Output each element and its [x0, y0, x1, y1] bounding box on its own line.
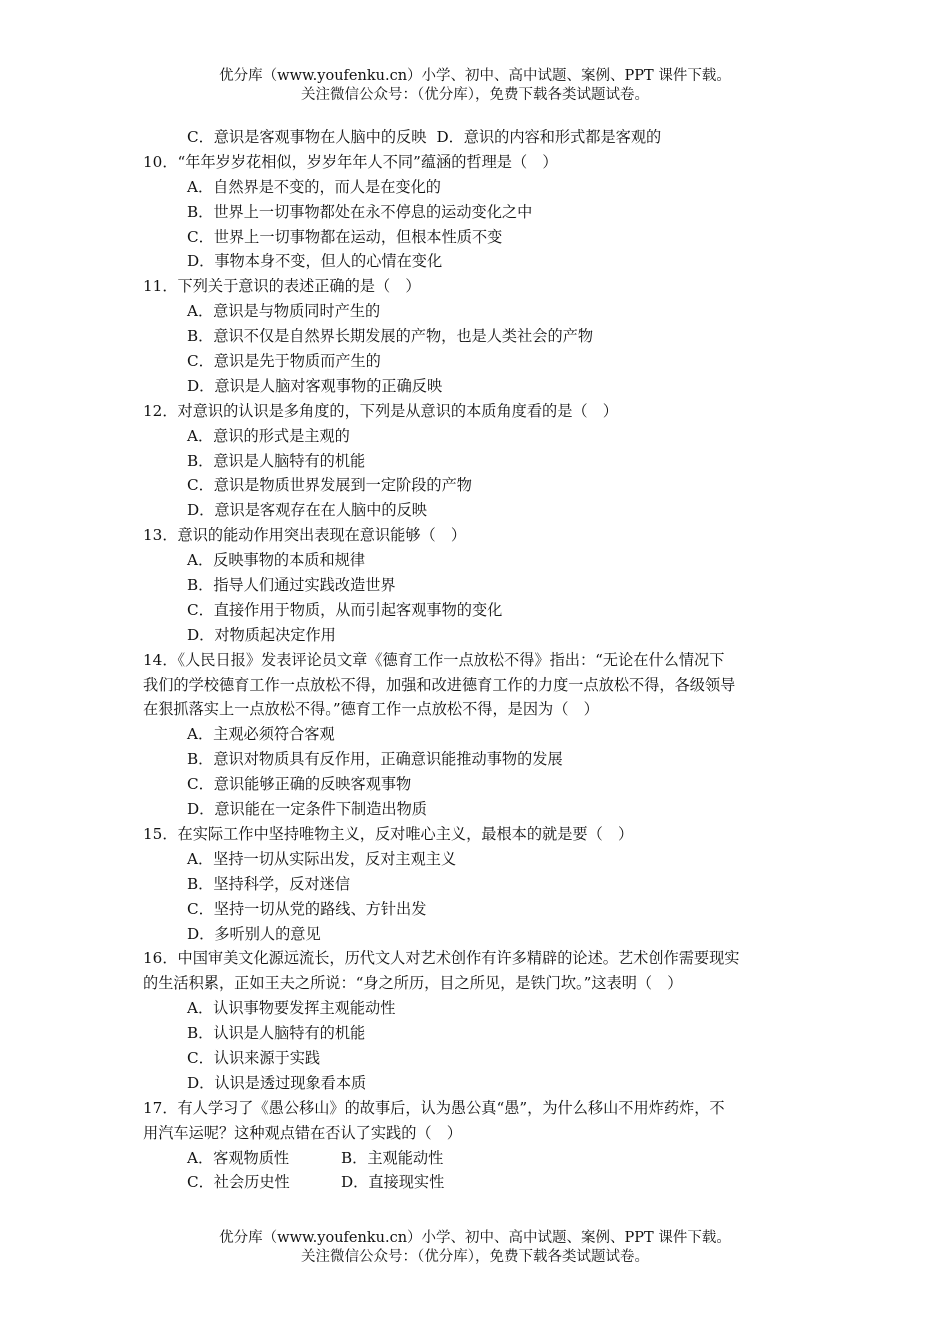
option-a: A．主观必须符合客观: [187, 725, 335, 744]
option-b: B．坚持科学，反对迷信: [187, 874, 351, 893]
option-c: C．认识来源于实践: [187, 1048, 321, 1067]
footer-line-2: 关注微信公众号：（优分库），免费下载各类试题试卷。: [301, 1249, 649, 1265]
page-footer: [0, 1229, 950, 1267]
header-line-1: 优分库（www.youfenku.cn）小学、初中、高中试题、案例、PPT 课件下载。: [219, 68, 731, 84]
option-a: A．自然界是不变的，而人是在变化的: [187, 177, 441, 196]
option-b: B．认识是人脑特有的机能: [187, 1024, 366, 1043]
question-10: [143, 150, 808, 274]
question-stem: 12．对意识的认识是多角度的，下列是从意识的本质角度看的是（ ）: [143, 401, 618, 420]
option-b: B．世界上一切事物都处在永不停息的运动变化之中: [187, 202, 533, 221]
question-stem-line-1: 14．《人民日报》发表评论员文章《德育工作一点放松不得》指出：“无论在什么情况下: [143, 650, 725, 669]
option-c: C．世界上一切事物都在运动，但根本性质不变: [187, 227, 503, 246]
question-stem: 13．意识的能动作用突出表现在意识能够（ ）: [143, 526, 467, 545]
option-a: A．客观物质性: [187, 1148, 290, 1167]
footer-line-1: 优分库（www.youfenku.cn）小学、初中、高中试题、案例、PPT 课件下载。: [219, 1230, 731, 1246]
question-stem-line-2: 用汽车运呢？这种观点错在否认了实践的（ ）: [143, 1123, 462, 1142]
question-16: [143, 946, 808, 1095]
question-stem: 10．“年年岁岁花相似，岁岁年年人不同”蕴涵的哲理是（ ）: [143, 152, 558, 171]
page-header: [0, 67, 950, 105]
option-d: D．直接现实性: [341, 1173, 445, 1192]
option-d: D．认识是透过现象看本质: [187, 1073, 367, 1092]
option-d: D．事物本身不变，但人的心情在变化: [187, 252, 443, 271]
question-stem-line-2: 我们的学校德育工作一点放松不得，加强和改进德育工作的力度一点放松不得，各级领导: [143, 675, 736, 694]
option-c: C．意识能够正确的反映客观事物: [187, 775, 412, 794]
option-a: A．意识的形式是主观的: [187, 426, 350, 445]
option-c: C．社会历史性: [187, 1173, 290, 1192]
question-17: [143, 1096, 808, 1196]
option-b: B．指导人们通过实践改造世界: [187, 576, 396, 595]
option-a: A．坚持一切从实际出发，反对主观主义: [187, 849, 457, 868]
q9-options-cd: [143, 125, 808, 150]
option-b: B．意识对物质具有反作用，正确意识能推动事物的发展: [187, 750, 563, 769]
question-15: [143, 822, 808, 946]
question-stem-line-3: 在狠抓落实上一点放松不得。”德育工作一点放松不得，是因为（ ）: [143, 700, 599, 719]
option-c: C．意识是先于物质而产生的: [187, 352, 381, 371]
option-d: D．意识是客观存在在人脑中的反映: [187, 501, 427, 520]
option-c: C．坚持一切从党的路线、方针出发: [187, 899, 427, 918]
exam-content: [143, 125, 808, 1195]
option-d: D．对物质起决定作用: [187, 625, 336, 644]
option-b: B．主观能动性: [341, 1148, 444, 1167]
options-ab: [143, 1146, 808, 1171]
option-d: D．意识能在一定条件下制造出物质: [187, 800, 427, 819]
option-d: D．多听别人的意见: [187, 924, 321, 943]
option-a: A．意识是与物质同时产生的: [187, 302, 381, 321]
question-stem-line-1: 16．中国审美文化源远流长，历代文人对艺术创作有许多精辟的论述。艺术创作需要现实: [143, 949, 740, 968]
header-line-2: 关注微信公众号：（优分库），免费下载各类试题试卷。: [301, 87, 649, 103]
q9-option-d: D．意识的内容和形式都是客观的: [436, 128, 662, 146]
option-a: A．反映事物的本质和规律: [187, 551, 366, 570]
question-stem: 15．在实际工作中坚持唯物主义，反对唯心主义，最根本的就是要（ ）: [143, 824, 634, 843]
option-b: B．意识是人脑特有的机能: [187, 451, 366, 470]
option-a: A．认识事物要发挥主观能动性: [187, 999, 396, 1018]
options-cd: [143, 1170, 808, 1195]
q9-option-c: C．意识是客观事物在人脑中的反映: [187, 128, 427, 146]
question-stem: 11．下列关于意识的表述正确的是（ ）: [143, 277, 421, 296]
option-d: D．意识是人脑对客观事物的正确反映: [187, 376, 443, 395]
question-stem-line-1: 17．有人学习了《愚公移山》的故事后，认为愚公真“愚”，为什么移山不用炸药炸，不: [143, 1098, 725, 1117]
question-14: [143, 648, 808, 822]
question-stem-line-2: 的生活积累，正如王夫之所说：“身之所历，目之所见，是铁门坎。”这表明（ ）: [143, 974, 683, 993]
option-c: C．意识是物质世界发展到一定阶段的产物: [187, 476, 472, 495]
question-13: [143, 523, 808, 647]
question-11: [143, 274, 808, 398]
option-b: B．意识不仅是自然界长期发展的产物，也是人类社会的产物: [187, 327, 594, 346]
question-12: [143, 399, 808, 523]
option-c: C．直接作用于物质，从而引起客观事物的变化: [187, 600, 503, 619]
